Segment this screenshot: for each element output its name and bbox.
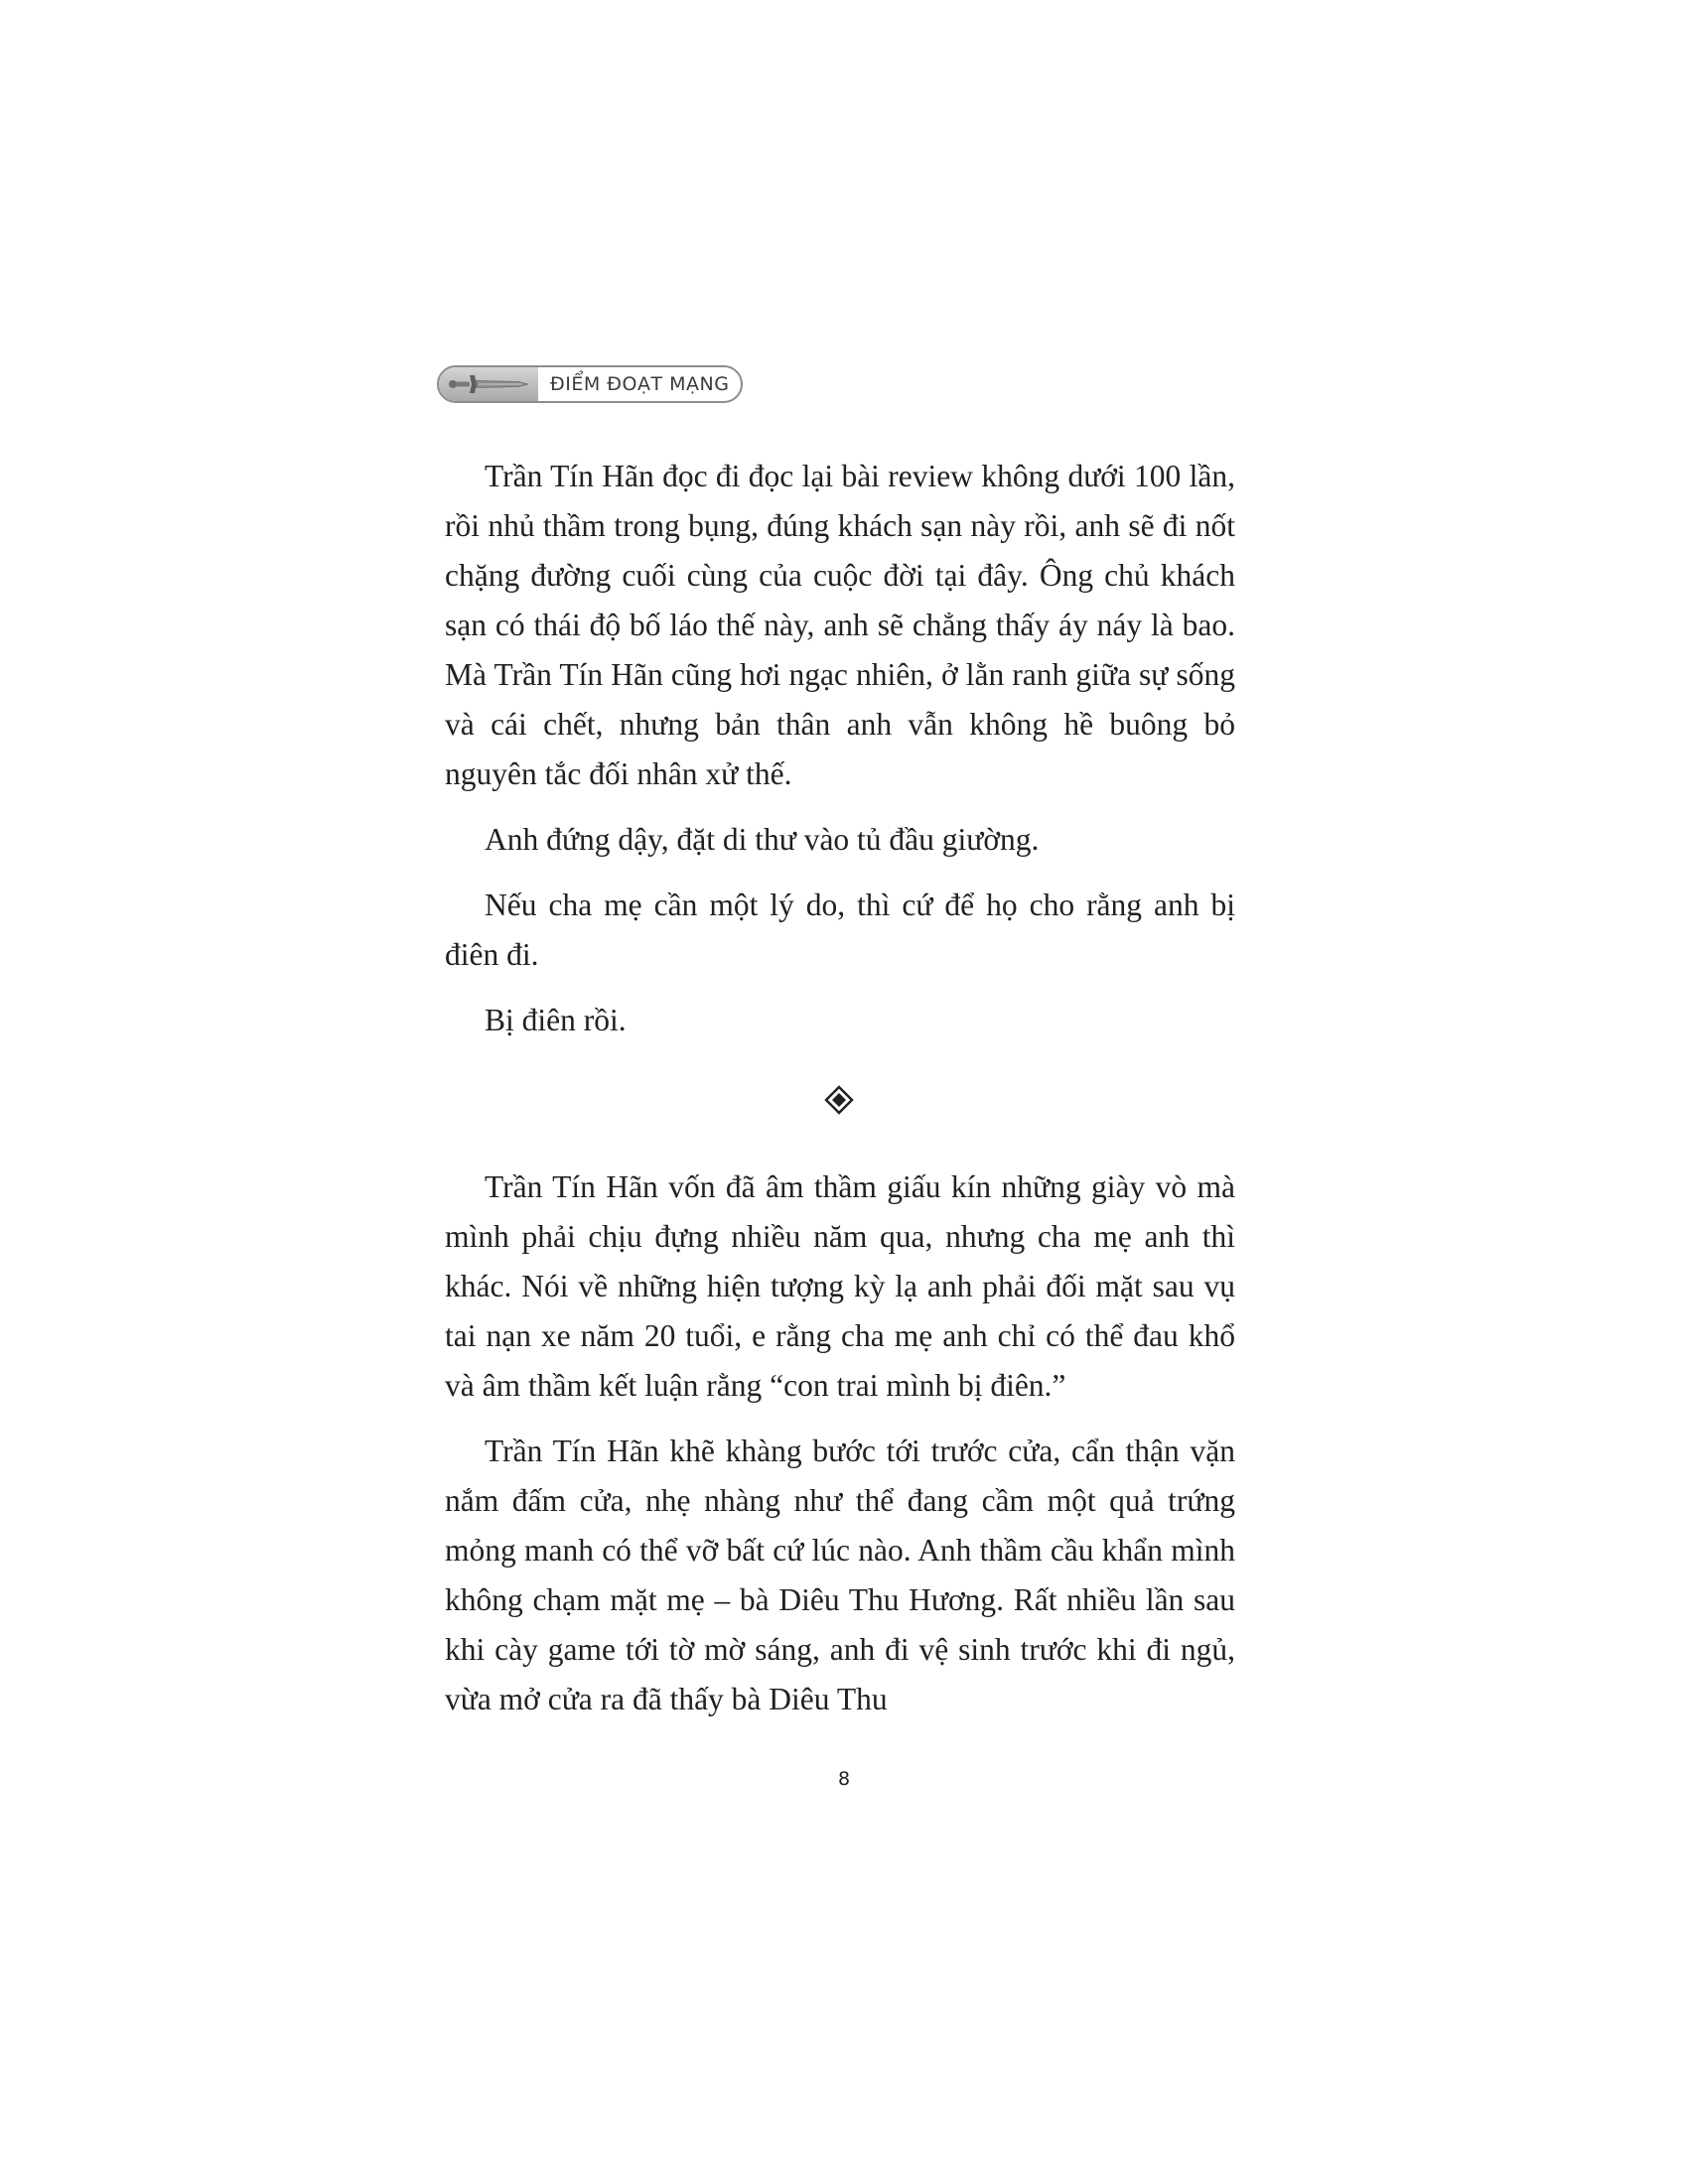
paragraph: Trần Tín Hãn vốn đã âm thầm giấu kín những giày vò mà mình phải chịu đựng nhiều năm qua, nhưng cha mẹ anh thì khác. Nói về những hiện tượng kỳ lạ anh phải đối mặt sau vụ tai nạn xe năm 20 tuổi, e rằng cha mẹ anh chỉ có thể đau khổ và âm thầm kết luận rằng “con trai mình bị điên.” [445, 1169, 1235, 1403]
diamond-ornament-icon [824, 1085, 854, 1115]
page-number: 8 [837, 1768, 851, 1790]
header-emblem [439, 367, 538, 401]
paragraph: Nếu cha mẹ cần một lý do, thì cứ để họ cho rằng anh bị điên đi. [445, 887, 1235, 972]
page-body [445, 452, 1235, 1724]
paragraph: Anh đứng dậy, đặt di thư vào tủ đầu giường. [485, 822, 1040, 857]
paragraph: Bị điên rồi. [485, 1003, 627, 1037]
paragraph: Trần Tín Hãn đọc đi đọc lại bài review không dưới 100 lần, rồi nhủ thầm trong bụng, đúng khách sạn này rồi, anh sẽ đi nốt chặng đường cuối cùng của cuộc đời tại đây. Ông chủ khách sạn có thái độ bố láo thế này, anh sẽ chẳng thấy áy náy là bao. Mà Trần Tín Hãn cũng hơi ngạc nhiên, ở lằn ranh giữa sự sống và cái chết, nhưng bản thân anh vẫn không hề buông bỏ nguyên tắc đối nhân xử thế. [445, 459, 1235, 791]
sword-icon [445, 370, 532, 398]
paragraph: Trần Tín Hãn khẽ khàng bước tới trước cửa, cẩn thận vặn nắm đấm cửa, nhẹ nhàng như thể đang cầm một quả trứng mỏng manh có thể vỡ bất cứ lúc nào. Anh thầm cầu khẩn mình không chạm mặt mẹ – bà Diêu Thu Hương. Rất nhiều lần sau khi cày game tới tờ mờ sáng, anh đi vệ sinh trước khi đi ngủ, vừa mở cửa ra đã thấy bà Diêu Thu [445, 1433, 1235, 1716]
running-header [437, 365, 743, 403]
section-divider [445, 1045, 1235, 1162]
running-header-title: ĐIỂM ĐOẠT MẠNG [550, 373, 730, 395]
